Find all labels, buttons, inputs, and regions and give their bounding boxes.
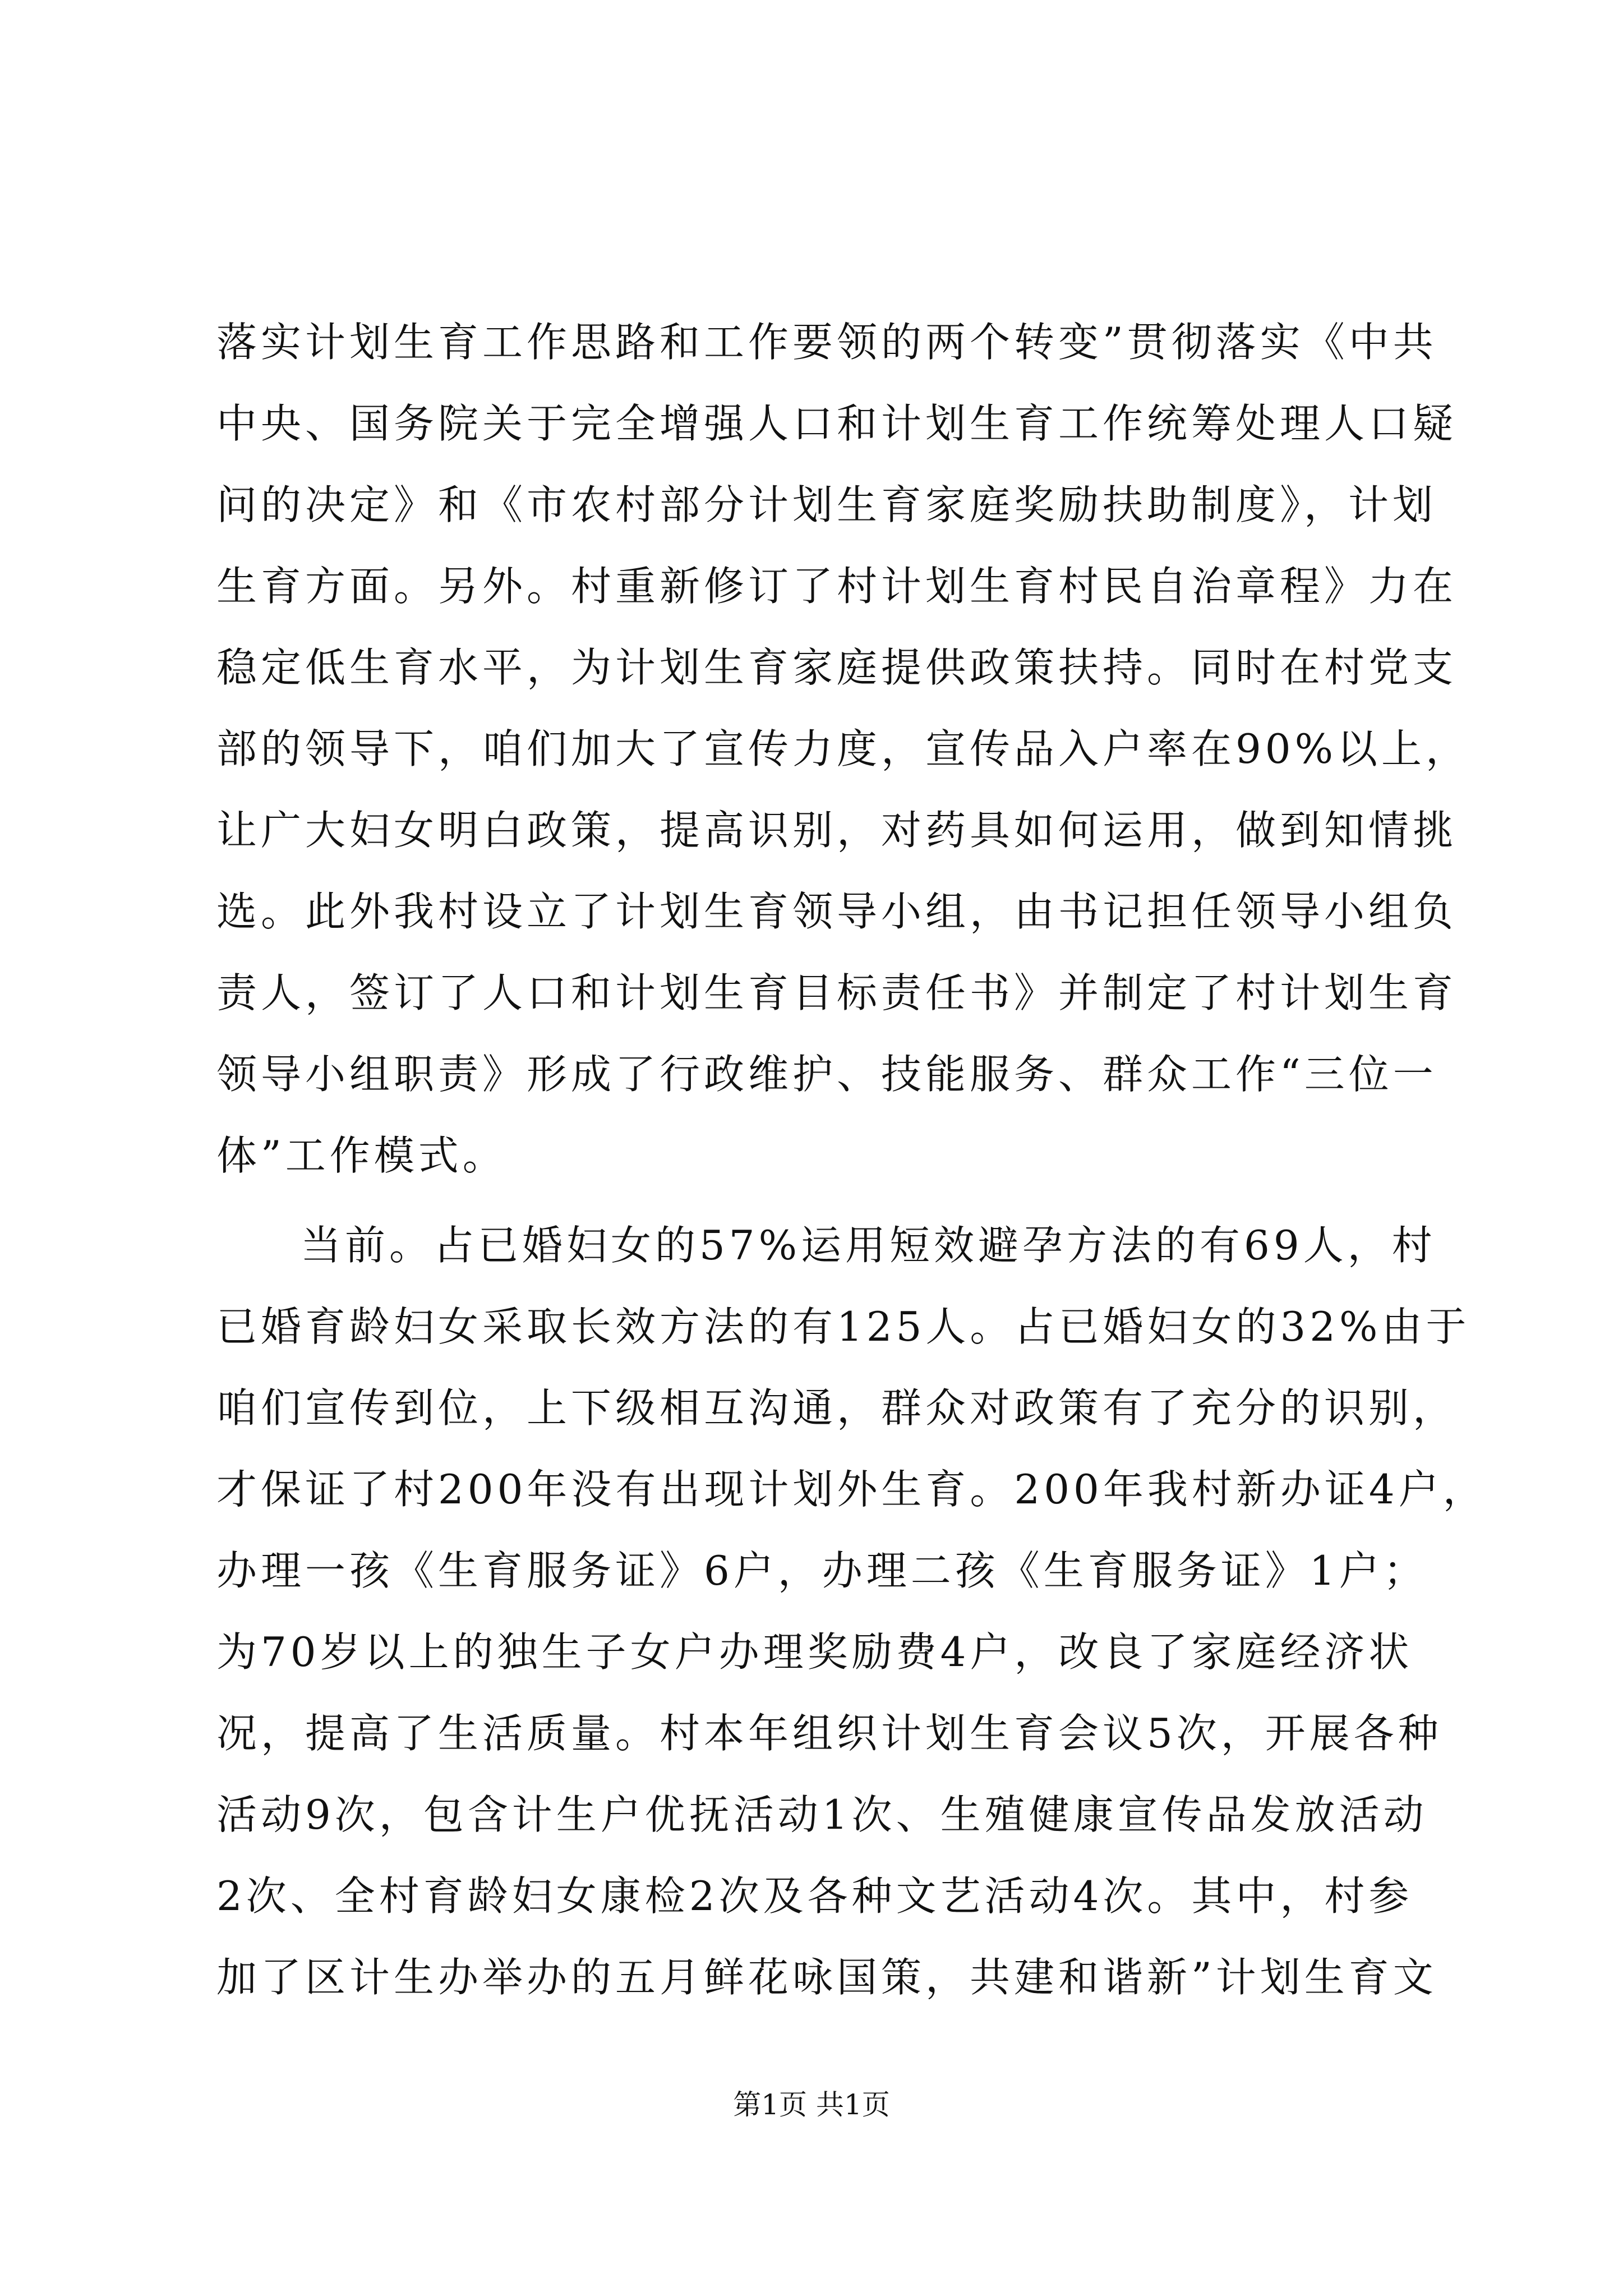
body-line: 中央、国务院关于完全增强人口和计划生育工作统筹处理人口疑 [216, 400, 1458, 447]
body-line: 领导小组职责》形成了行政维护、技能服务、群众工作“三位一 [216, 1051, 1437, 1098]
body-line: 为70岁以上的独生子女户办理奖励费4户，改良了家庭经济状 [216, 1628, 1413, 1676]
body-line: 咱们宣传到位，上下级相互沟通，群众对政策有了充分的识别， [216, 1384, 1458, 1432]
body-line: 才保证了村200年没有出现计划外生育。200年我村新办证4户， [216, 1466, 1487, 1513]
body-line: 问的决定》和《市农村部分计划生育家庭奖励扶助制度》，计划 [216, 481, 1437, 528]
body-line: 责人，签订了人口和计划生育目标责任书》并制定了村计划生育 [216, 969, 1458, 1016]
page-footer: 第1页 共1页 [733, 2088, 890, 2121]
body-line: 活动9次，包含计生户优抚活动1次、生殖健康宣传品发放活动 [216, 1791, 1428, 1838]
body-line: 况，提高了生活质量。村本年组织计划生育会议5次，开展各种 [216, 1710, 1442, 1757]
body-line: 加了区计生办举办的五月鲜花咏国策，共建和谐新”计划生育文 [216, 1954, 1437, 2001]
body-line: 部的领导下，咱们加大了宣传力度，宣传品入户率在90%以上， [216, 725, 1470, 772]
body-line: 生育方面。另外。村重新修订了村计划生育村民自治章程》力在 [216, 563, 1458, 610]
body-line: 选。此外我村设立了计划生育领导小组，由书记担任领导小组负 [216, 888, 1458, 935]
body-line: 2次、全村育龄妇女康检2次及各种文艺活动4次。其中，村参 [216, 1872, 1413, 1920]
body-line: 让广大妇女明白政策，提高识别，对药具如何运用，做到知情挑 [216, 807, 1458, 854]
paragraph-first-line: 当前。占已婚妇女的57%运用短效避孕方法的有69人，村 [301, 1222, 1436, 1269]
body-line: 稳定低生育水平，为计划生育家庭提供政策扶持。同时在村党支 [216, 644, 1458, 691]
body-line: 已婚育龄妇女采取长效方法的有125人。占已婚妇女的32%由于 [216, 1303, 1470, 1350]
body-line: 体”工作模式。 [216, 1132, 507, 1179]
body-line: 办理一孩《生育服务证》6户，办理二孩《生育服务证》1户； [216, 1547, 1428, 1594]
body-line: 落实计划生育工作思路和工作要领的两个转变”贯彻落实《中共 [216, 319, 1437, 366]
